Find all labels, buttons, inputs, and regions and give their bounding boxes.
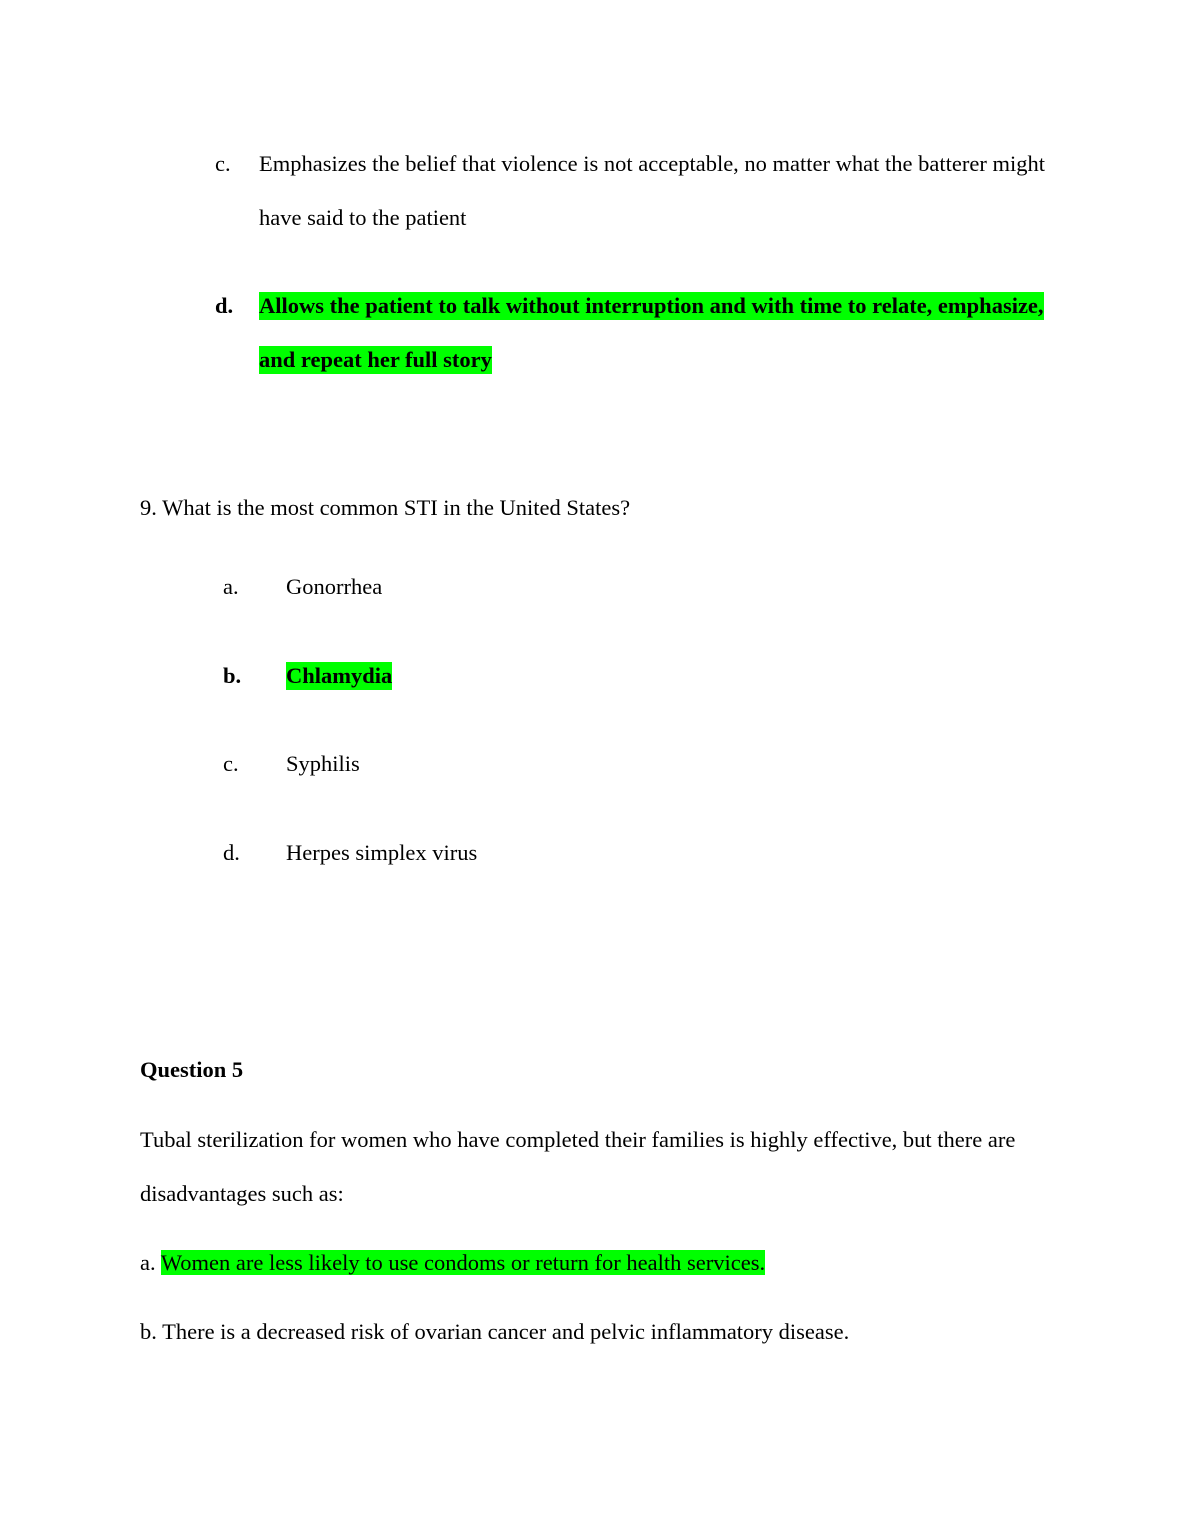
option-c-letter: c. — [215, 151, 231, 176]
option-d-text-line2: and repeat her full story — [259, 347, 492, 372]
option-d-text-line1: Allows the patient to talk without interruption and with time to relate, emphasize, — [259, 293, 1044, 318]
q5-option-a — [140, 1249, 765, 1277]
option-c-text-line2: have said to the patient — [259, 205, 467, 230]
question-5-heading: Question 5 — [140, 1057, 244, 1082]
q9-option-d-text: Herpes simplex virus — [286, 840, 478, 865]
q9-option-b-text: Chlamydia — [286, 663, 393, 688]
q5-option-a-letter: a. — [140, 1250, 156, 1275]
question-9-text: 9. What is the most common STI in the United States? — [140, 495, 631, 520]
q5-option-b-text: There is a decreased risk of ovarian cancer and pelvic inflammatory disease. — [162, 1319, 850, 1344]
question-5-stem-line1: Tubal sterilization for women who have completed their families is highly effective, but there are — [140, 1127, 1016, 1152]
question-5-stem-line2: disadvantages such as: — [140, 1181, 344, 1206]
q5-option-b-letter: b. — [140, 1319, 157, 1344]
q9-option-a-text: Gonorrhea — [286, 574, 383, 599]
option-d-letter: d. — [215, 293, 234, 318]
q9-option-b-letter: b. — [223, 663, 242, 688]
option-c-text-line1: Emphasizes the belief that violence is not acceptable, no matter what the batterer might — [259, 151, 1045, 176]
q5-option-b — [140, 1318, 849, 1346]
q9-option-a-letter: a. — [223, 574, 239, 599]
q9-option-c-letter: c. — [223, 751, 239, 776]
q5-option-a-text: Women are less likely to use condoms or return for health services. — [160, 1250, 766, 1275]
q9-option-d-letter: d. — [223, 840, 240, 865]
q9-option-c-text: Syphilis — [286, 751, 360, 776]
